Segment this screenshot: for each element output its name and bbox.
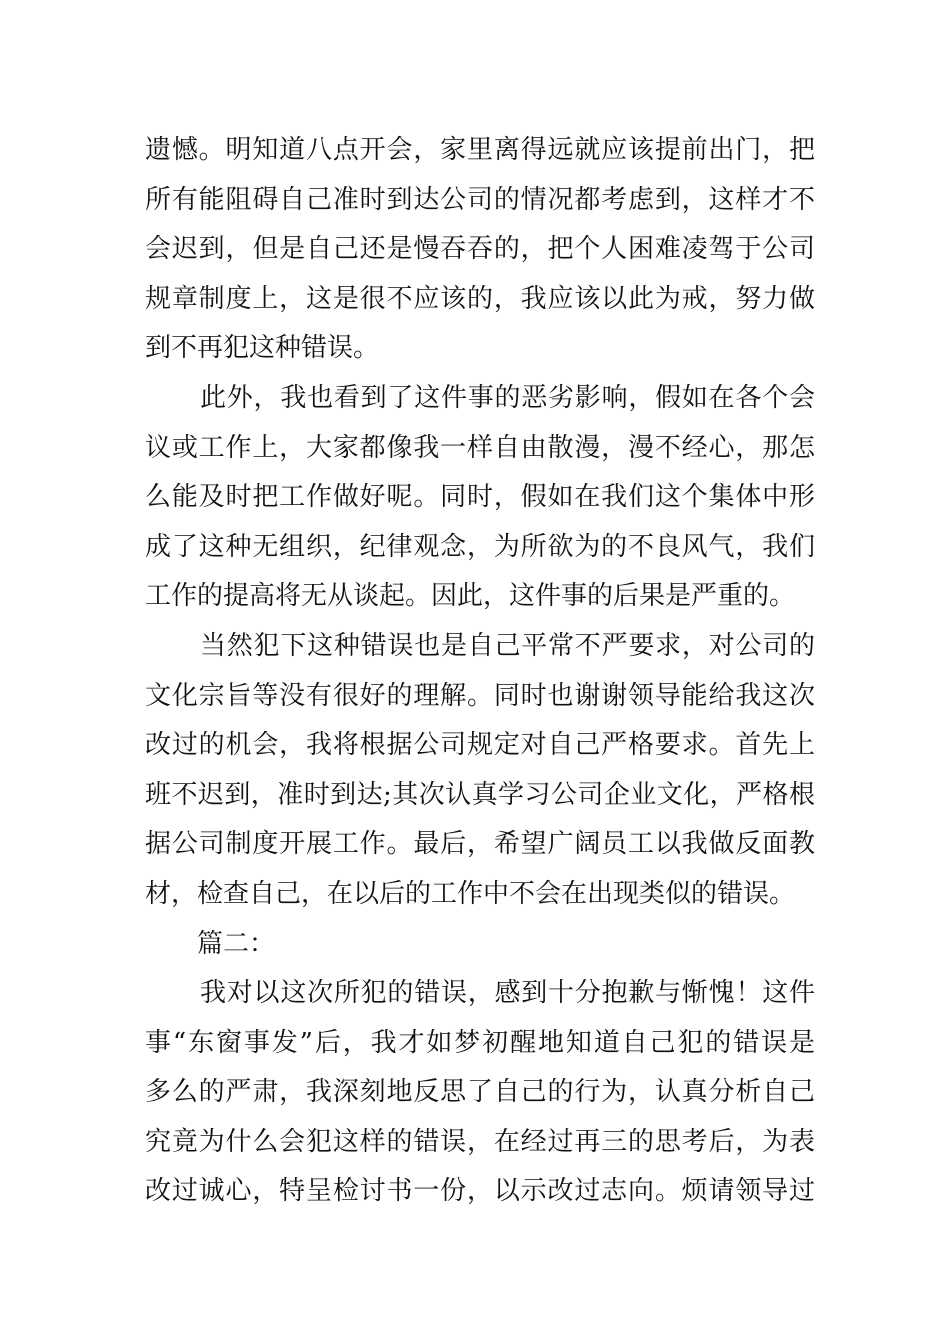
text-line: 到不再犯这种错误。 xyxy=(145,333,380,364)
text-line: 成了这种无组织，纪律观念，为所欲为的不良风气，我们 xyxy=(145,531,815,562)
section-heading: 篇二： xyxy=(197,928,276,959)
text-line: 改过诚心，特呈检讨书一份，以示改过志向。烦请领导过 xyxy=(145,1176,815,1207)
text-line: 工作的提高将无从谈起。因此，这件事的后果是严重的。 xyxy=(145,581,796,612)
text-line: 当然犯下这种错误也是自己平常不严要求，对公司的 xyxy=(200,630,815,661)
text-line: 规章制度上，这是很不应该的，我应该以此为戒，努力做 xyxy=(145,283,815,314)
text-line: 多么的严肃，我深刻地反思了自己的行为，认真分析自己 xyxy=(145,1077,815,1108)
text-line: 会迟到，但是自己还是慢吞吞的，把个人困难凌驾于公司 xyxy=(145,234,815,265)
text-line: 我对以这次所犯的错误，感到十分抱歉与惭愧！这件 xyxy=(200,978,815,1009)
text-line: 班不迟到，准时到达;其次认真学习公司企业文化，严格根 xyxy=(145,779,815,810)
text-line: 改过的机会，我将根据公司规定对自己严格要求。首先上 xyxy=(145,730,815,761)
text-line: 究竟为什么会犯这样的错误，在经过再三的思考后，为表 xyxy=(145,1126,815,1157)
text-line: 遗憾。明知道八点开会，家里离得远就应该提前出门，把 xyxy=(145,135,815,165)
document-body xyxy=(145,126,815,1217)
text-line: 么能及时把工作做好呢。同时，假如在我们这个集体中形 xyxy=(145,482,815,513)
text-line: 材，检查自己，在以后的工作中不会在出现类似的错误。 xyxy=(145,878,796,909)
text-line: 文化宗旨等没有很好的理解。同时也谢谢领导能给我这次 xyxy=(145,680,815,711)
text-line: 议或工作上，大家都像我一样自由散漫，漫不经心，那怎 xyxy=(145,432,815,463)
text-line: 此外，我也看到了这件事的恶劣影响，假如在各个会 xyxy=(200,382,815,413)
text-line: 据公司制度开展工作。最后，希望广阔员工以我做反面教 xyxy=(145,829,815,860)
text-line: 所有能阻碍自己准时到达公司的情况都考虑到，这样才不 xyxy=(145,184,815,215)
text-line: 事“东窗事发”后，我才如梦初醒地知道自己犯的错误是 xyxy=(145,1027,815,1058)
